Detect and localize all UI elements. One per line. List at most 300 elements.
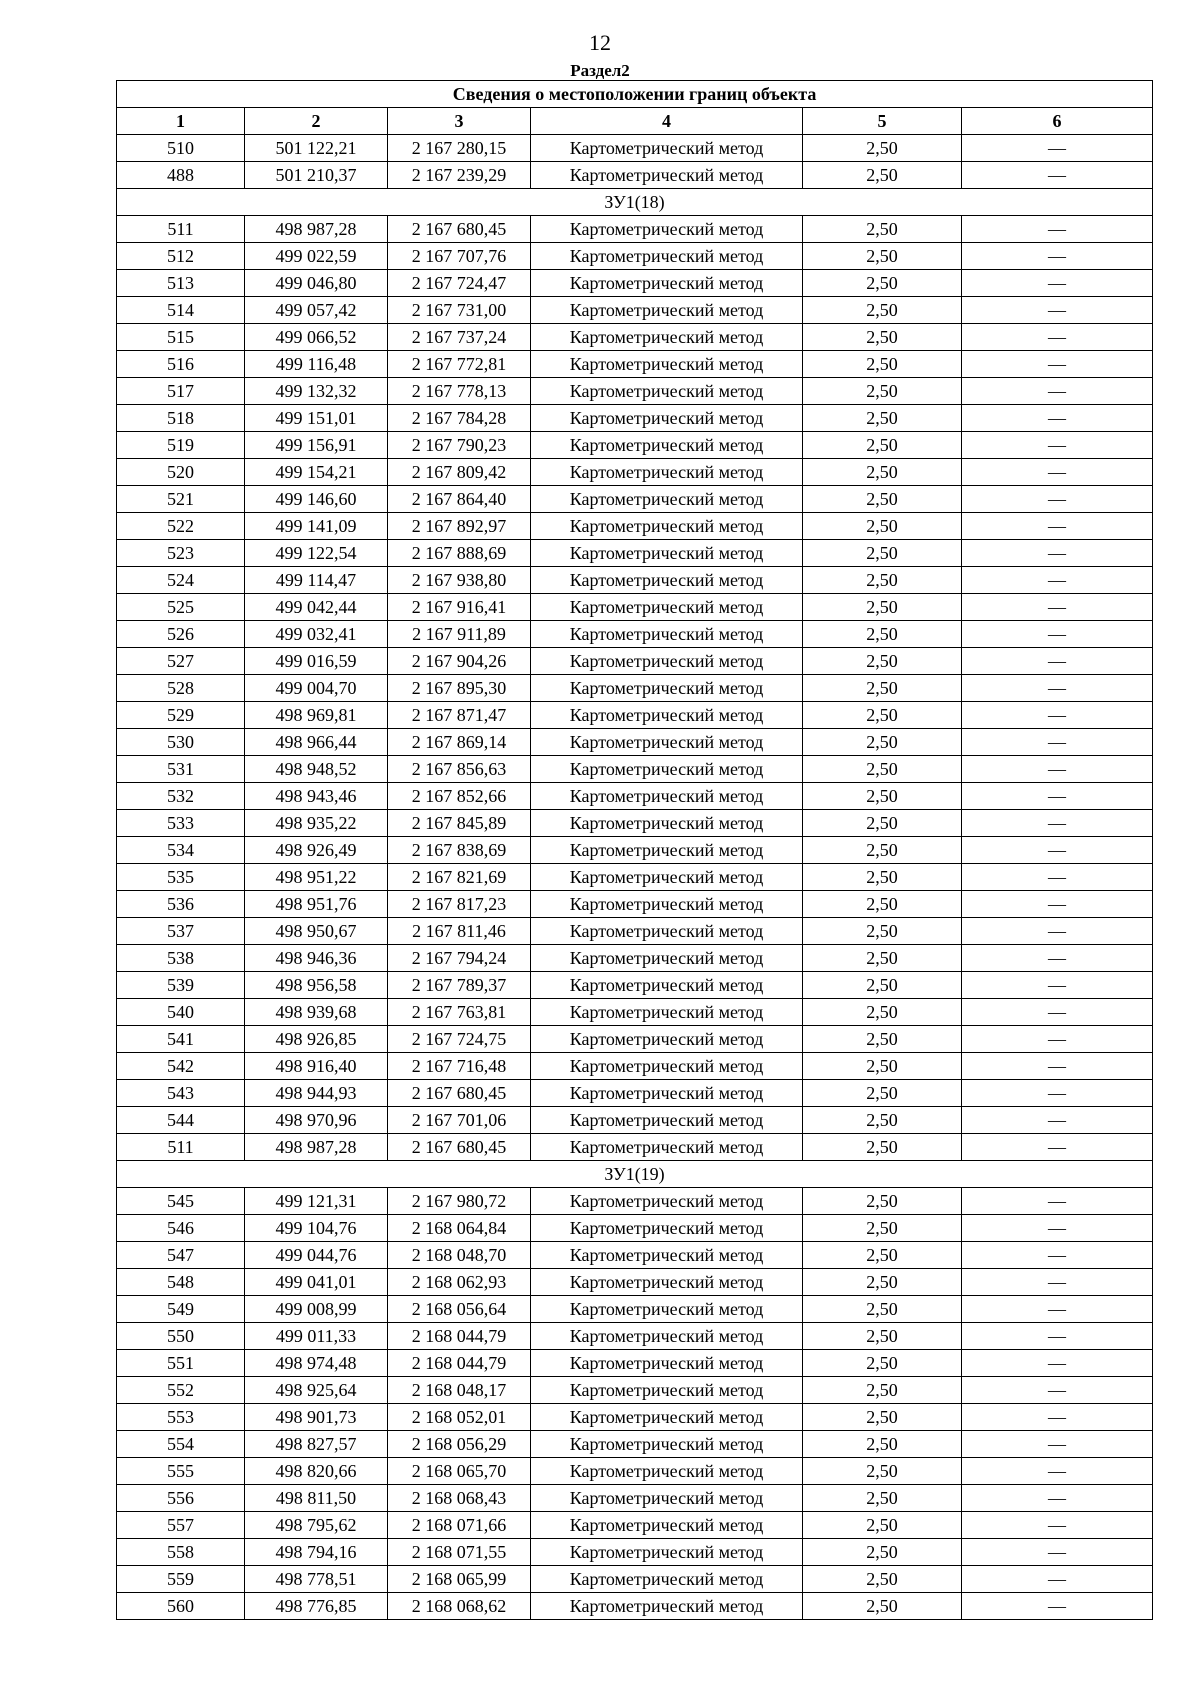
table-row xyxy=(117,810,1153,837)
table-row xyxy=(117,216,1153,243)
point-number-cell: 556 xyxy=(117,1485,245,1512)
method-cell: Картометрический метод xyxy=(531,1026,803,1053)
note-cell: — xyxy=(962,972,1153,999)
note-cell: — xyxy=(962,1215,1153,1242)
accuracy-cell: 2,50 xyxy=(803,1593,962,1620)
x-coordinate-cell: 498 956,58 xyxy=(245,972,388,999)
note-cell: — xyxy=(962,162,1153,189)
accuracy-cell: 2,50 xyxy=(803,594,962,621)
accuracy-cell: 2,50 xyxy=(803,891,962,918)
x-coordinate-cell: 499 121,31 xyxy=(245,1188,388,1215)
method-cell: Картометрический метод xyxy=(531,918,803,945)
note-cell: — xyxy=(962,1242,1153,1269)
x-coordinate-cell: 498 925,64 xyxy=(245,1377,388,1404)
point-number-cell: 531 xyxy=(117,756,245,783)
y-coordinate-cell: 2 168 062,93 xyxy=(388,1269,531,1296)
y-coordinate-cell: 2 167 778,13 xyxy=(388,378,531,405)
x-coordinate-cell: 498 969,81 xyxy=(245,702,388,729)
note-cell: — xyxy=(962,756,1153,783)
note-cell: — xyxy=(962,810,1153,837)
x-coordinate-cell: 499 156,91 xyxy=(245,432,388,459)
x-coordinate-cell: 498 794,16 xyxy=(245,1539,388,1566)
method-cell: Картометрический метод xyxy=(531,540,803,567)
accuracy-cell: 2,50 xyxy=(803,540,962,567)
table-row xyxy=(117,1512,1153,1539)
accuracy-cell: 2,50 xyxy=(803,1053,962,1080)
method-cell: Картометрический метод xyxy=(531,864,803,891)
y-coordinate-cell: 2 167 980,72 xyxy=(388,1188,531,1215)
table-row xyxy=(117,945,1153,972)
y-coordinate-cell: 2 167 852,66 xyxy=(388,783,531,810)
y-coordinate-cell: 2 167 916,41 xyxy=(388,594,531,621)
point-number-cell: 530 xyxy=(117,729,245,756)
table-row xyxy=(117,702,1153,729)
point-number-cell: 511 xyxy=(117,1134,245,1161)
x-coordinate-cell: 498 926,49 xyxy=(245,837,388,864)
method-cell: Картометрический метод xyxy=(531,1404,803,1431)
note-cell: — xyxy=(962,270,1153,297)
group-row xyxy=(117,1161,1153,1188)
method-cell: Картометрический метод xyxy=(531,891,803,918)
x-coordinate-cell: 498 795,62 xyxy=(245,1512,388,1539)
point-number-cell: 559 xyxy=(117,1566,245,1593)
parcel-group-label: ЗУ1(19) xyxy=(117,1161,1153,1188)
table-row xyxy=(117,1053,1153,1080)
point-number-cell: 555 xyxy=(117,1458,245,1485)
note-cell: — xyxy=(962,1269,1153,1296)
method-cell: Картометрический метод xyxy=(531,1512,803,1539)
y-coordinate-cell: 2 167 701,06 xyxy=(388,1107,531,1134)
accuracy-cell: 2,50 xyxy=(803,135,962,162)
accuracy-cell: 2,50 xyxy=(803,270,962,297)
table-row xyxy=(117,1431,1153,1458)
table-row xyxy=(117,1296,1153,1323)
method-cell: Картометрический метод xyxy=(531,162,803,189)
note-cell: — xyxy=(962,837,1153,864)
table-row xyxy=(117,567,1153,594)
point-number-cell: 560 xyxy=(117,1593,245,1620)
note-cell: — xyxy=(962,1512,1153,1539)
method-cell: Картометрический метод xyxy=(531,1107,803,1134)
point-number-cell: 549 xyxy=(117,1296,245,1323)
y-coordinate-cell: 2 167 864,40 xyxy=(388,486,531,513)
note-cell: — xyxy=(962,1431,1153,1458)
y-coordinate-cell: 2 167 680,45 xyxy=(388,216,531,243)
y-coordinate-cell: 2 167 821,69 xyxy=(388,864,531,891)
note-cell: — xyxy=(962,1377,1153,1404)
note-cell: — xyxy=(962,729,1153,756)
y-coordinate-cell: 2 167 838,69 xyxy=(388,837,531,864)
method-cell: Картометрический метод xyxy=(531,1053,803,1080)
note-cell: — xyxy=(962,567,1153,594)
point-number-cell: 539 xyxy=(117,972,245,999)
table-row xyxy=(117,1458,1153,1485)
y-coordinate-cell: 2 167 888,69 xyxy=(388,540,531,567)
note-cell: — xyxy=(962,324,1153,351)
table-row xyxy=(117,783,1153,810)
table-row xyxy=(117,1215,1153,1242)
note-cell: — xyxy=(962,1458,1153,1485)
note-cell: — xyxy=(962,783,1153,810)
y-coordinate-cell: 2 168 044,79 xyxy=(388,1323,531,1350)
x-coordinate-cell: 498 901,73 xyxy=(245,1404,388,1431)
x-coordinate-cell: 499 011,33 xyxy=(245,1323,388,1350)
y-coordinate-cell: 2 167 845,89 xyxy=(388,810,531,837)
table-row xyxy=(117,1242,1153,1269)
point-number-cell: 538 xyxy=(117,945,245,972)
x-coordinate-cell: 499 004,70 xyxy=(245,675,388,702)
table-row xyxy=(117,351,1153,378)
accuracy-cell: 2,50 xyxy=(803,1458,962,1485)
method-cell: Картометрический метод xyxy=(531,1377,803,1404)
accuracy-cell: 2,50 xyxy=(803,972,962,999)
y-coordinate-cell: 2 168 071,55 xyxy=(388,1539,531,1566)
accuracy-cell: 2,50 xyxy=(803,1080,962,1107)
note-cell: — xyxy=(962,918,1153,945)
accuracy-cell: 2,50 xyxy=(803,243,962,270)
accuracy-cell: 2,50 xyxy=(803,918,962,945)
accuracy-cell: 2,50 xyxy=(803,1512,962,1539)
point-number-cell: 512 xyxy=(117,243,245,270)
x-coordinate-cell: 499 141,09 xyxy=(245,513,388,540)
x-coordinate-cell: 501 122,21 xyxy=(245,135,388,162)
method-cell: Картометрический метод xyxy=(531,1539,803,1566)
note-cell: — xyxy=(962,1134,1153,1161)
point-number-cell: 517 xyxy=(117,378,245,405)
note-cell: — xyxy=(962,648,1153,675)
accuracy-cell: 2,50 xyxy=(803,648,962,675)
note-cell: — xyxy=(962,1404,1153,1431)
x-coordinate-cell: 498 939,68 xyxy=(245,999,388,1026)
point-number-cell: 550 xyxy=(117,1323,245,1350)
table-row xyxy=(117,891,1153,918)
accuracy-cell: 2,50 xyxy=(803,162,962,189)
page-number: 12 xyxy=(589,30,611,55)
point-number-cell: 525 xyxy=(117,594,245,621)
accuracy-cell: 2,50 xyxy=(803,486,962,513)
method-cell: Картометрический метод xyxy=(531,459,803,486)
method-cell: Картометрический метод xyxy=(531,1080,803,1107)
point-number-cell: 537 xyxy=(117,918,245,945)
note-cell: — xyxy=(962,1323,1153,1350)
point-number-cell: 526 xyxy=(117,621,245,648)
method-cell: Картометрический метод xyxy=(531,729,803,756)
x-coordinate-cell: 499 066,52 xyxy=(245,324,388,351)
accuracy-cell: 2,50 xyxy=(803,810,962,837)
accuracy-cell: 2,50 xyxy=(803,1107,962,1134)
y-coordinate-cell: 2 168 056,29 xyxy=(388,1431,531,1458)
accuracy-cell: 2,50 xyxy=(803,1242,962,1269)
x-coordinate-cell: 498 951,22 xyxy=(245,864,388,891)
point-number-cell: 511 xyxy=(117,216,245,243)
accuracy-cell: 2,50 xyxy=(803,1269,962,1296)
table-row xyxy=(117,1539,1153,1566)
note-cell: — xyxy=(962,1566,1153,1593)
column-number-3: 3 xyxy=(388,108,531,135)
x-coordinate-cell: 499 114,47 xyxy=(245,567,388,594)
point-number-cell: 543 xyxy=(117,1080,245,1107)
y-coordinate-cell: 2 167 911,89 xyxy=(388,621,531,648)
note-cell: — xyxy=(962,1350,1153,1377)
method-cell: Картометрический метод xyxy=(531,351,803,378)
y-coordinate-cell: 2 168 068,62 xyxy=(388,1593,531,1620)
point-number-cell: 541 xyxy=(117,1026,245,1053)
method-cell: Картометрический метод xyxy=(531,972,803,999)
x-coordinate-cell: 498 987,28 xyxy=(245,1134,388,1161)
accuracy-cell: 2,50 xyxy=(803,1188,962,1215)
table-row xyxy=(117,297,1153,324)
y-coordinate-cell: 2 167 790,23 xyxy=(388,432,531,459)
method-cell: Картометрический метод xyxy=(531,216,803,243)
accuracy-cell: 2,50 xyxy=(803,216,962,243)
method-cell: Картометрический метод xyxy=(531,486,803,513)
table-row xyxy=(117,1107,1153,1134)
y-coordinate-cell: 2 168 065,99 xyxy=(388,1566,531,1593)
y-coordinate-cell: 2 167 938,80 xyxy=(388,567,531,594)
point-number-cell: 513 xyxy=(117,270,245,297)
method-cell: Картометрический метод xyxy=(531,810,803,837)
point-number-cell: 547 xyxy=(117,1242,245,1269)
parcel-group-label: ЗУ1(18) xyxy=(117,189,1153,216)
note-cell: — xyxy=(962,1539,1153,1566)
table-caption: Сведения о местоположении границ объекта xyxy=(117,81,1153,108)
table-row xyxy=(117,1188,1153,1215)
note-cell: — xyxy=(962,513,1153,540)
point-number-cell: 488 xyxy=(117,162,245,189)
method-cell: Картометрический метод xyxy=(531,999,803,1026)
y-coordinate-cell: 2 167 680,45 xyxy=(388,1134,531,1161)
table-row xyxy=(117,162,1153,189)
point-number-cell: 510 xyxy=(117,135,245,162)
note-cell: — xyxy=(962,999,1153,1026)
y-coordinate-cell: 2 167 707,76 xyxy=(388,243,531,270)
y-coordinate-cell: 2 167 724,75 xyxy=(388,1026,531,1053)
accuracy-cell: 2,50 xyxy=(803,999,962,1026)
accuracy-cell: 2,50 xyxy=(803,378,962,405)
table-row xyxy=(117,486,1153,513)
method-cell: Картометрический метод xyxy=(531,567,803,594)
note-cell: — xyxy=(962,297,1153,324)
x-coordinate-cell: 498 944,93 xyxy=(245,1080,388,1107)
x-coordinate-cell: 498 926,85 xyxy=(245,1026,388,1053)
table-row xyxy=(117,513,1153,540)
y-coordinate-cell: 2 167 772,81 xyxy=(388,351,531,378)
table-row xyxy=(117,648,1153,675)
y-coordinate-cell: 2 167 763,81 xyxy=(388,999,531,1026)
point-number-cell: 545 xyxy=(117,1188,245,1215)
accuracy-cell: 2,50 xyxy=(803,1350,962,1377)
table-row xyxy=(117,324,1153,351)
method-cell: Картометрический метод xyxy=(531,783,803,810)
table-row xyxy=(117,243,1153,270)
x-coordinate-cell: 499 044,76 xyxy=(245,1242,388,1269)
note-cell: — xyxy=(962,1053,1153,1080)
point-number-cell: 528 xyxy=(117,675,245,702)
x-coordinate-cell: 499 116,48 xyxy=(245,351,388,378)
method-cell: Картометрический метод xyxy=(531,756,803,783)
x-coordinate-cell: 499 146,60 xyxy=(245,486,388,513)
column-number-5: 5 xyxy=(803,108,962,135)
table-row xyxy=(117,621,1153,648)
accuracy-cell: 2,50 xyxy=(803,297,962,324)
column-number-6: 6 xyxy=(962,108,1153,135)
column-number-row xyxy=(117,108,1153,135)
y-coordinate-cell: 2 168 048,70 xyxy=(388,1242,531,1269)
y-coordinate-cell: 2 168 068,43 xyxy=(388,1485,531,1512)
table-row xyxy=(117,1323,1153,1350)
table-row xyxy=(117,1485,1153,1512)
x-coordinate-cell: 498 951,76 xyxy=(245,891,388,918)
table-row xyxy=(117,135,1153,162)
method-cell: Картометрический метод xyxy=(531,432,803,459)
table-row xyxy=(117,1134,1153,1161)
method-cell: Картометрический метод xyxy=(531,1593,803,1620)
table-row xyxy=(117,729,1153,756)
note-cell: — xyxy=(962,1485,1153,1512)
method-cell: Картометрический метод xyxy=(531,1566,803,1593)
x-coordinate-cell: 499 132,32 xyxy=(245,378,388,405)
point-number-cell: 520 xyxy=(117,459,245,486)
accuracy-cell: 2,50 xyxy=(803,1485,962,1512)
y-coordinate-cell: 2 167 716,48 xyxy=(388,1053,531,1080)
accuracy-cell: 2,50 xyxy=(803,864,962,891)
point-number-cell: 552 xyxy=(117,1377,245,1404)
point-number-cell: 514 xyxy=(117,297,245,324)
note-cell: — xyxy=(962,405,1153,432)
y-coordinate-cell: 2 167 280,15 xyxy=(388,135,531,162)
point-number-cell: 521 xyxy=(117,486,245,513)
point-number-cell: 527 xyxy=(117,648,245,675)
accuracy-cell: 2,50 xyxy=(803,1431,962,1458)
y-coordinate-cell: 2 167 737,24 xyxy=(388,324,531,351)
point-number-cell: 522 xyxy=(117,513,245,540)
y-coordinate-cell: 2 168 071,66 xyxy=(388,1512,531,1539)
note-cell: — xyxy=(962,675,1153,702)
note-cell: — xyxy=(962,432,1153,459)
x-coordinate-cell: 498 948,52 xyxy=(245,756,388,783)
table-row xyxy=(117,1566,1153,1593)
x-coordinate-cell: 498 970,96 xyxy=(245,1107,388,1134)
x-coordinate-cell: 498 827,57 xyxy=(245,1431,388,1458)
method-cell: Картометрический метод xyxy=(531,702,803,729)
note-cell: — xyxy=(962,1593,1153,1620)
accuracy-cell: 2,50 xyxy=(803,1404,962,1431)
point-number-cell: 535 xyxy=(117,864,245,891)
method-cell: Картометрический метод xyxy=(531,513,803,540)
accuracy-cell: 2,50 xyxy=(803,1539,962,1566)
y-coordinate-cell: 2 168 065,70 xyxy=(388,1458,531,1485)
table-row xyxy=(117,432,1153,459)
table-row xyxy=(117,405,1153,432)
accuracy-cell: 2,50 xyxy=(803,1134,962,1161)
y-coordinate-cell: 2 168 064,84 xyxy=(388,1215,531,1242)
table-row xyxy=(117,1350,1153,1377)
method-cell: Картометрический метод xyxy=(531,1350,803,1377)
method-cell: Картометрический метод xyxy=(531,1134,803,1161)
note-cell: — xyxy=(962,1026,1153,1053)
note-cell: — xyxy=(962,135,1153,162)
note-cell: — xyxy=(962,1107,1153,1134)
table-row xyxy=(117,540,1153,567)
point-number-cell: 524 xyxy=(117,567,245,594)
table-row xyxy=(117,918,1153,945)
x-coordinate-cell: 499 122,54 xyxy=(245,540,388,567)
method-cell: Картометрический метод xyxy=(531,1458,803,1485)
method-cell: Картометрический метод xyxy=(531,1215,803,1242)
column-number-2: 2 xyxy=(245,108,388,135)
point-number-cell: 534 xyxy=(117,837,245,864)
y-coordinate-cell: 2 167 856,63 xyxy=(388,756,531,783)
section-title: Раздел2 xyxy=(570,61,630,80)
method-cell: Картометрический метод xyxy=(531,1242,803,1269)
y-coordinate-cell: 2 167 892,97 xyxy=(388,513,531,540)
table-row xyxy=(117,1269,1153,1296)
x-coordinate-cell: 498 987,28 xyxy=(245,216,388,243)
x-coordinate-cell: 498 776,85 xyxy=(245,1593,388,1620)
point-number-cell: 540 xyxy=(117,999,245,1026)
note-cell: — xyxy=(962,216,1153,243)
table-row xyxy=(117,1404,1153,1431)
y-coordinate-cell: 2 167 784,28 xyxy=(388,405,531,432)
method-cell: Картометрический метод xyxy=(531,324,803,351)
method-cell: Картометрический метод xyxy=(531,648,803,675)
method-cell: Картометрический метод xyxy=(531,135,803,162)
table-row xyxy=(117,594,1153,621)
note-cell: — xyxy=(962,702,1153,729)
x-coordinate-cell: 498 946,36 xyxy=(245,945,388,972)
x-coordinate-cell: 498 778,51 xyxy=(245,1566,388,1593)
point-number-cell: 518 xyxy=(117,405,245,432)
y-coordinate-cell: 2 167 809,42 xyxy=(388,459,531,486)
x-coordinate-cell: 498 974,48 xyxy=(245,1350,388,1377)
accuracy-cell: 2,50 xyxy=(803,837,962,864)
method-cell: Картометрический метод xyxy=(531,594,803,621)
x-coordinate-cell: 498 916,40 xyxy=(245,1053,388,1080)
y-coordinate-cell: 2 167 811,46 xyxy=(388,918,531,945)
x-coordinate-cell: 499 151,01 xyxy=(245,405,388,432)
point-number-cell: 519 xyxy=(117,432,245,459)
accuracy-cell: 2,50 xyxy=(803,459,962,486)
accuracy-cell: 2,50 xyxy=(803,675,962,702)
accuracy-cell: 2,50 xyxy=(803,1296,962,1323)
note-cell: — xyxy=(962,378,1153,405)
accuracy-cell: 2,50 xyxy=(803,1377,962,1404)
note-cell: — xyxy=(962,1296,1153,1323)
y-coordinate-cell: 2 168 044,79 xyxy=(388,1350,531,1377)
table-row xyxy=(117,459,1153,486)
table-row xyxy=(117,756,1153,783)
column-number-1: 1 xyxy=(117,108,245,135)
accuracy-cell: 2,50 xyxy=(803,1566,962,1593)
accuracy-cell: 2,50 xyxy=(803,621,962,648)
accuracy-cell: 2,50 xyxy=(803,783,962,810)
y-coordinate-cell: 2 168 056,64 xyxy=(388,1296,531,1323)
note-cell: — xyxy=(962,243,1153,270)
point-number-cell: 553 xyxy=(117,1404,245,1431)
y-coordinate-cell: 2 167 895,30 xyxy=(388,675,531,702)
table-body xyxy=(117,135,1153,1620)
accuracy-cell: 2,50 xyxy=(803,432,962,459)
note-cell: — xyxy=(962,1080,1153,1107)
note-cell: — xyxy=(962,486,1153,513)
method-cell: Картометрический метод xyxy=(531,945,803,972)
accuracy-cell: 2,50 xyxy=(803,324,962,351)
x-coordinate-cell: 499 008,99 xyxy=(245,1296,388,1323)
group-row xyxy=(117,189,1153,216)
method-cell: Картометрический метод xyxy=(531,1296,803,1323)
method-cell: Картометрический метод xyxy=(531,1431,803,1458)
accuracy-cell: 2,50 xyxy=(803,1026,962,1053)
